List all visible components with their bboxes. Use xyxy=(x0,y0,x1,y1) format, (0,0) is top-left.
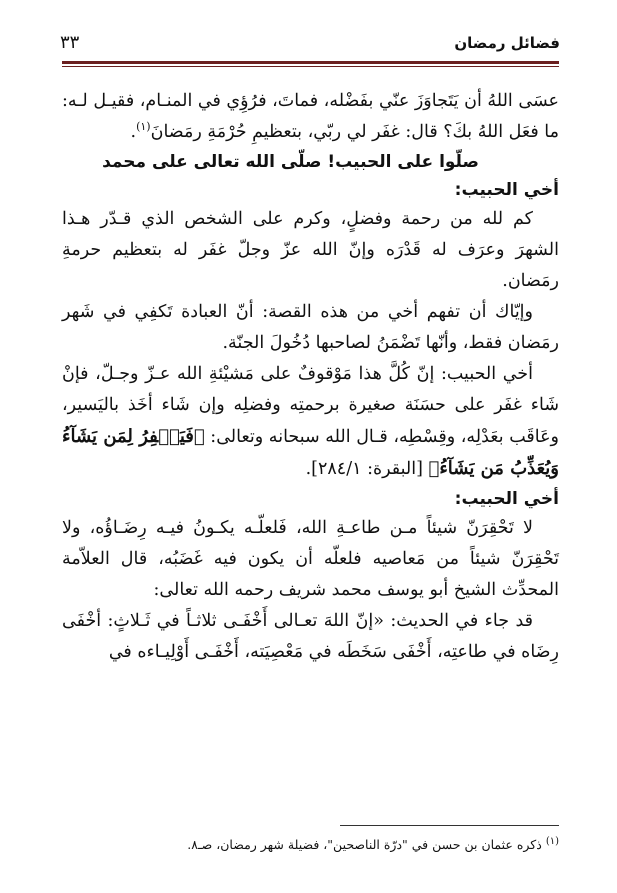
section-heading: أخي الحبيب: xyxy=(454,489,559,509)
paragraph-with-verse: أخي الحبيب: إنّ كُلَّ هذا مَوْقوفٌ على مَشيْئةِ الله عـزّ وجـلّ، فإنْ شَاء غفَر على حسَنَة صغيرة برحمتِه وفضلِه وإن شَاء أخَذ باليَسير، وعَاقَب بعَدْلِه، وقِسْطِه، قـال الله سبحانه وتعالى: ﴿فَيَغۡفِرُ لِمَن يَشَآءُ وَيُعَذِّبُ مَن يَشَآءُ﴾ [البقرة: ٢٨٤/١]. xyxy=(62,364,559,479)
footnote xyxy=(62,836,559,854)
section-heading: أخي الحبيب: xyxy=(454,180,559,200)
header-rule xyxy=(62,61,559,67)
quran-verse: ﴿فَيَغۡفِرُ لِمَن يَشَآءُ وَيُعَذِّبُ مَن يَشَآءُ﴾ xyxy=(62,426,559,479)
paragraph: وإيّاك أن تفهم أخي من هذه القصة: أنّ العبادة تَكفِي في شَهر رمَضان فقط، وأنّها تَضْمَنُ لصاحبها دُخُولَ الجنّة. xyxy=(62,302,559,353)
salutation-heading: صلّوا على الحبيب! صلّى الله تعالى على محمد xyxy=(102,152,479,172)
page-body xyxy=(62,86,559,668)
running-title: فضائل رمضان xyxy=(454,34,560,52)
footnote-ref: (١) xyxy=(136,120,151,134)
page-number: ٣٣ xyxy=(60,32,80,53)
footnote-text: ذكره عثمان بن حسن في "درّة الناصحين"، فضيلة شهر رمضان، صـ٨. xyxy=(187,837,542,852)
footnote-number: (١) xyxy=(545,835,559,847)
paragraph: كم لله من رحمة وفضلٍ، وكرم على الشخص الذي قـدّر هـذا الشهرَ وعرَف له قَدْرَه وإنّ الله عزّ وجلّ غفَر له بتعظيم حرمةِ رمَضان. xyxy=(62,209,559,291)
page-header xyxy=(60,34,560,58)
paragraph: لا تَحْقِرَنّ شيئاً مـن طاعـةِ الله، فَلعلّـه يكـونُ فيـه رِضَـاؤُه، ولا تَحْقِرَنّ شيئاً من مَعاصيه فلعلّه أن يكون فيه غَضَبُه، قال العلاّمة المحدِّث الشيخ أبو يوسف محمد شريف رحمه الله تعالى: xyxy=(62,518,559,600)
paragraph-story: عسَى اللهُ أن يَتَجاوَزَ عنّي بفَضْله، فماتَ، فرُؤِي في المنـام، فقيـل لـه: ما فعَل اللهُ بكَ؟ قال: غفَر لي ربّي، بتعظيمِ حُرْمَةِ رمَضانَ$^{(١)}$. xyxy=(62,91,559,142)
paragraph-hadith: قد جاء في الحديث: «إنّ اللهَ تعـالى أَخْفَـى ثلاثـاً في ثَـلاثٍ: أخْفَى رِضَاه في طاعتِه، أَخْفَى سَخَطَه في مَعْصِيَته، أَخْفَـى أَوْلِيـاءه في xyxy=(62,611,559,662)
footnote-rule xyxy=(340,825,559,826)
